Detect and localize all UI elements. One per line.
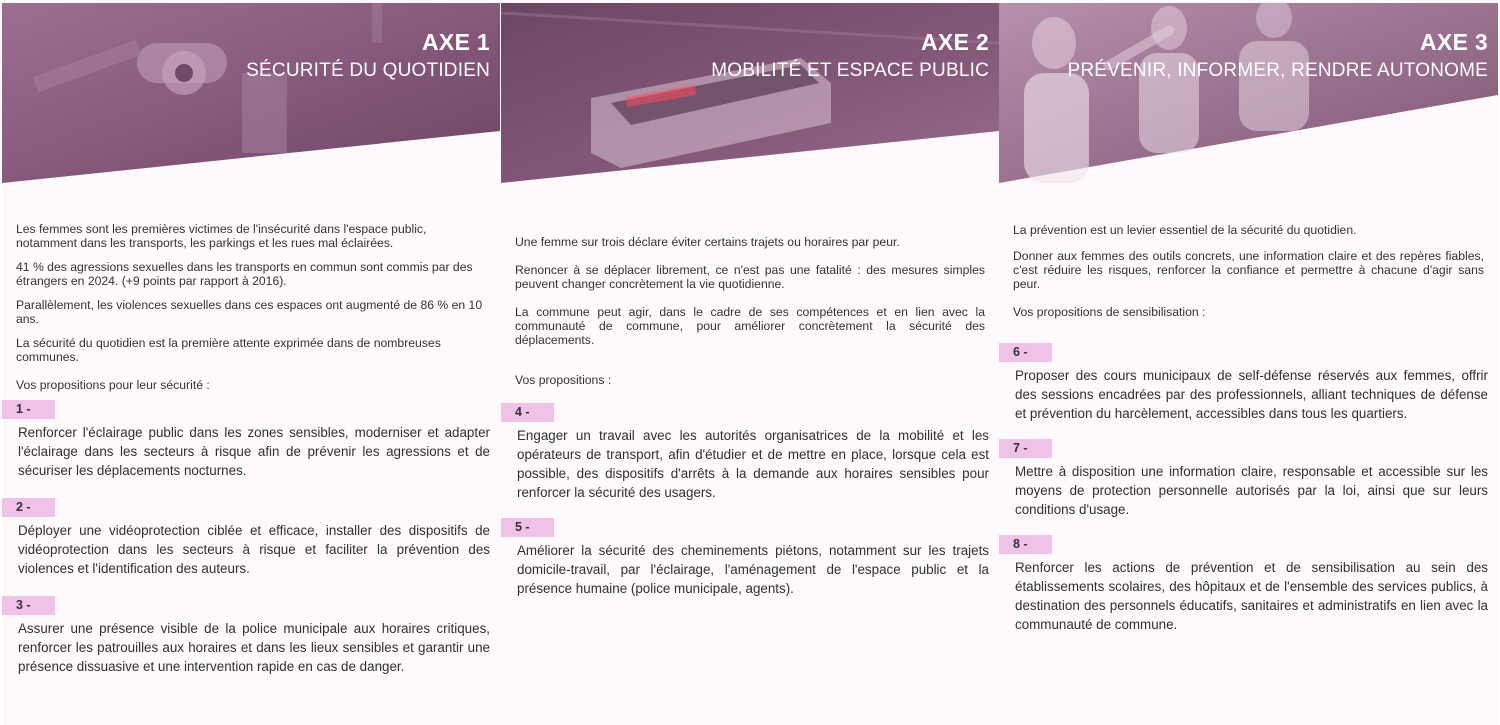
proposals-lead: Vos propositions :: [515, 373, 612, 387]
axis-number: AXE 2: [921, 29, 989, 55]
proposal-text: Déployer une vidéoprotection ciblée et efficace, installer des dispositifs de vidéoprotection dans les secteurs à risque et faciliter la prévention des violences et l'identification des auteurs.: [18, 523, 490, 576]
proposal-text: Mettre à disposition une information claire, responsable et accessible sur les moyens de protection personnelle autorisés par la loi, ainsi que sur leurs conditions d'usage.: [1015, 464, 1488, 517]
proposal-text: Renforcer les actions de prévention et de sensibilisation au sein des établissements scolaires, des hôpitaux et de l'ensemble des services publics, à destination des personnels éducatifs, sanitaires et administratifs en lien avec la communauté de commune.: [1015, 560, 1488, 632]
intro-paragraph: La sécurité du quotidien est la première attente exprimée dans de nombreuses communes.: [16, 336, 441, 364]
axis-heading-1: [246, 29, 490, 82]
axis-intro: [2, 222, 500, 392]
proposal-item: [999, 343, 1498, 423]
axis-title: SÉCURITÉ DU QUOTIDIEN: [246, 60, 490, 81]
proposal-number: 4 -: [501, 403, 554, 422]
proposal-number: 1 -: [2, 400, 55, 419]
proposal-item: [999, 535, 1498, 634]
proposal-number: 2 -: [2, 498, 55, 517]
axis-intro: [501, 235, 999, 387]
proposal-text: Renforcer l'éclairage public dans les zones sensibles, moderniser et adapter l'éclairage dans les secteurs à risque afin de prévenir les agressions et de sécuriser les déplacements nocturnes.: [18, 425, 490, 478]
intro-paragraph: 41 % des agressions sexuelles dans les transports en commun sont commis par des étrangers en 2024. (+9 points par rapport à 2016).: [16, 260, 473, 288]
proposal-item: [999, 439, 1498, 519]
axis-banner-3: [999, 3, 1498, 213]
intro-paragraph: Les femmes sont les premières victimes de l'insécurité dans l'espace public, notamment dans les transports, les parkings et les rues mal éclairées.: [16, 222, 427, 250]
axis-number: AXE 1: [422, 29, 490, 55]
axis-heading-2: [711, 29, 989, 82]
proposal-number: 5 -: [501, 518, 554, 537]
proposals-lead: Vos propositions de sensibilisation :: [1013, 305, 1206, 319]
intro-paragraph: Une femme sur trois déclare éviter certains trajets ou horaires par peur.: [515, 235, 900, 249]
axis-number: AXE 3: [1420, 29, 1488, 55]
intro-paragraph: Parallèlement, les violences sexuelles dans ces espaces ont augmenté de 86 % en 10 ans.: [16, 298, 483, 326]
proposal-item: [2, 596, 500, 676]
proposals-lead: Vos propositions pour leur sécurité :: [16, 378, 210, 392]
proposal-number: 3 -: [2, 596, 55, 615]
proposal-item: [2, 498, 500, 578]
intro-paragraph: La commune peut agir, dans le cadre de ses compétences et en lien avec la communauté de commune, pour améliorer concrètement la sécurité des déplacements.: [515, 305, 985, 347]
axis-body-2: [501, 235, 999, 598]
axis-banner-2: [501, 3, 999, 213]
axis-panel-3: [999, 0, 1498, 725]
proposal-text: Engager un travail avec les autorités organisatrices de la mobilité et les opérateurs de transport, afin d'étudier et de mettre en place, lorsque cela est possible, des dispositifs d'arrêts à la demande aux horaires sensibles pour renforcer la sécurité des usagers.: [517, 428, 989, 500]
proposal-item: [2, 400, 500, 480]
axis-heading-3: [1068, 29, 1488, 82]
axis-panel-1: [2, 0, 500, 725]
axis-body-1: [2, 222, 500, 676]
proposal-text: Assurer une présence visible de la police municipale aux horaires critiques, renforcer les patrouilles aux horaires et dans les lieux sensibles et garantir une présence dissuasive et une intervention rapide en cas de danger.: [18, 621, 490, 674]
proposal-number: 6 -: [999, 343, 1052, 362]
proposal-text: Proposer des cours municipaux de self-défense réservés aux femmes, offrir des sessions encadrées par des professionnels, alliant techniques de défense et prévention du harcèlement, accessibles dans tous les quartiers.: [1015, 368, 1488, 421]
intro-paragraph: La prévention est un levier essentiel de la sécurité du quotidien.: [1013, 223, 1357, 237]
axis-banner-1: [2, 3, 500, 213]
axis-title: PRÉVENIR, INFORMER, RENDRE AUTONOME: [1067, 60, 1488, 81]
proposal-item: [501, 403, 999, 502]
proposal-number: 7 -: [999, 439, 1052, 458]
proposal-number: 8 -: [999, 535, 1052, 554]
proposal-text: Améliorer la sécurité des cheminements piétons, notamment sur les trajets domicile-travail, par l'éclairage, l'aménagement de l'espace public et la présence humaine (police municipale, agents).: [517, 543, 989, 596]
proposal-item: [501, 518, 999, 598]
axis-body-3: [999, 223, 1498, 634]
intro-paragraph: Donner aux femmes des outils concrets, une information claire et des repères fiables, c'est réduire les risques, renforcer la confiance et permettre à chacune d'agir sans peur.: [1013, 249, 1484, 291]
axis-title: MOBILITÉ ET ESPACE PUBLIC: [711, 60, 989, 81]
intro-paragraph: Renoncer à se déplacer librement, ce n'est pas une fatalité : des mesures simples peuvent changer concrètement la vie quotidienne.: [515, 263, 985, 291]
axis-panel-2: [501, 0, 999, 725]
axis-intro: [999, 223, 1498, 319]
